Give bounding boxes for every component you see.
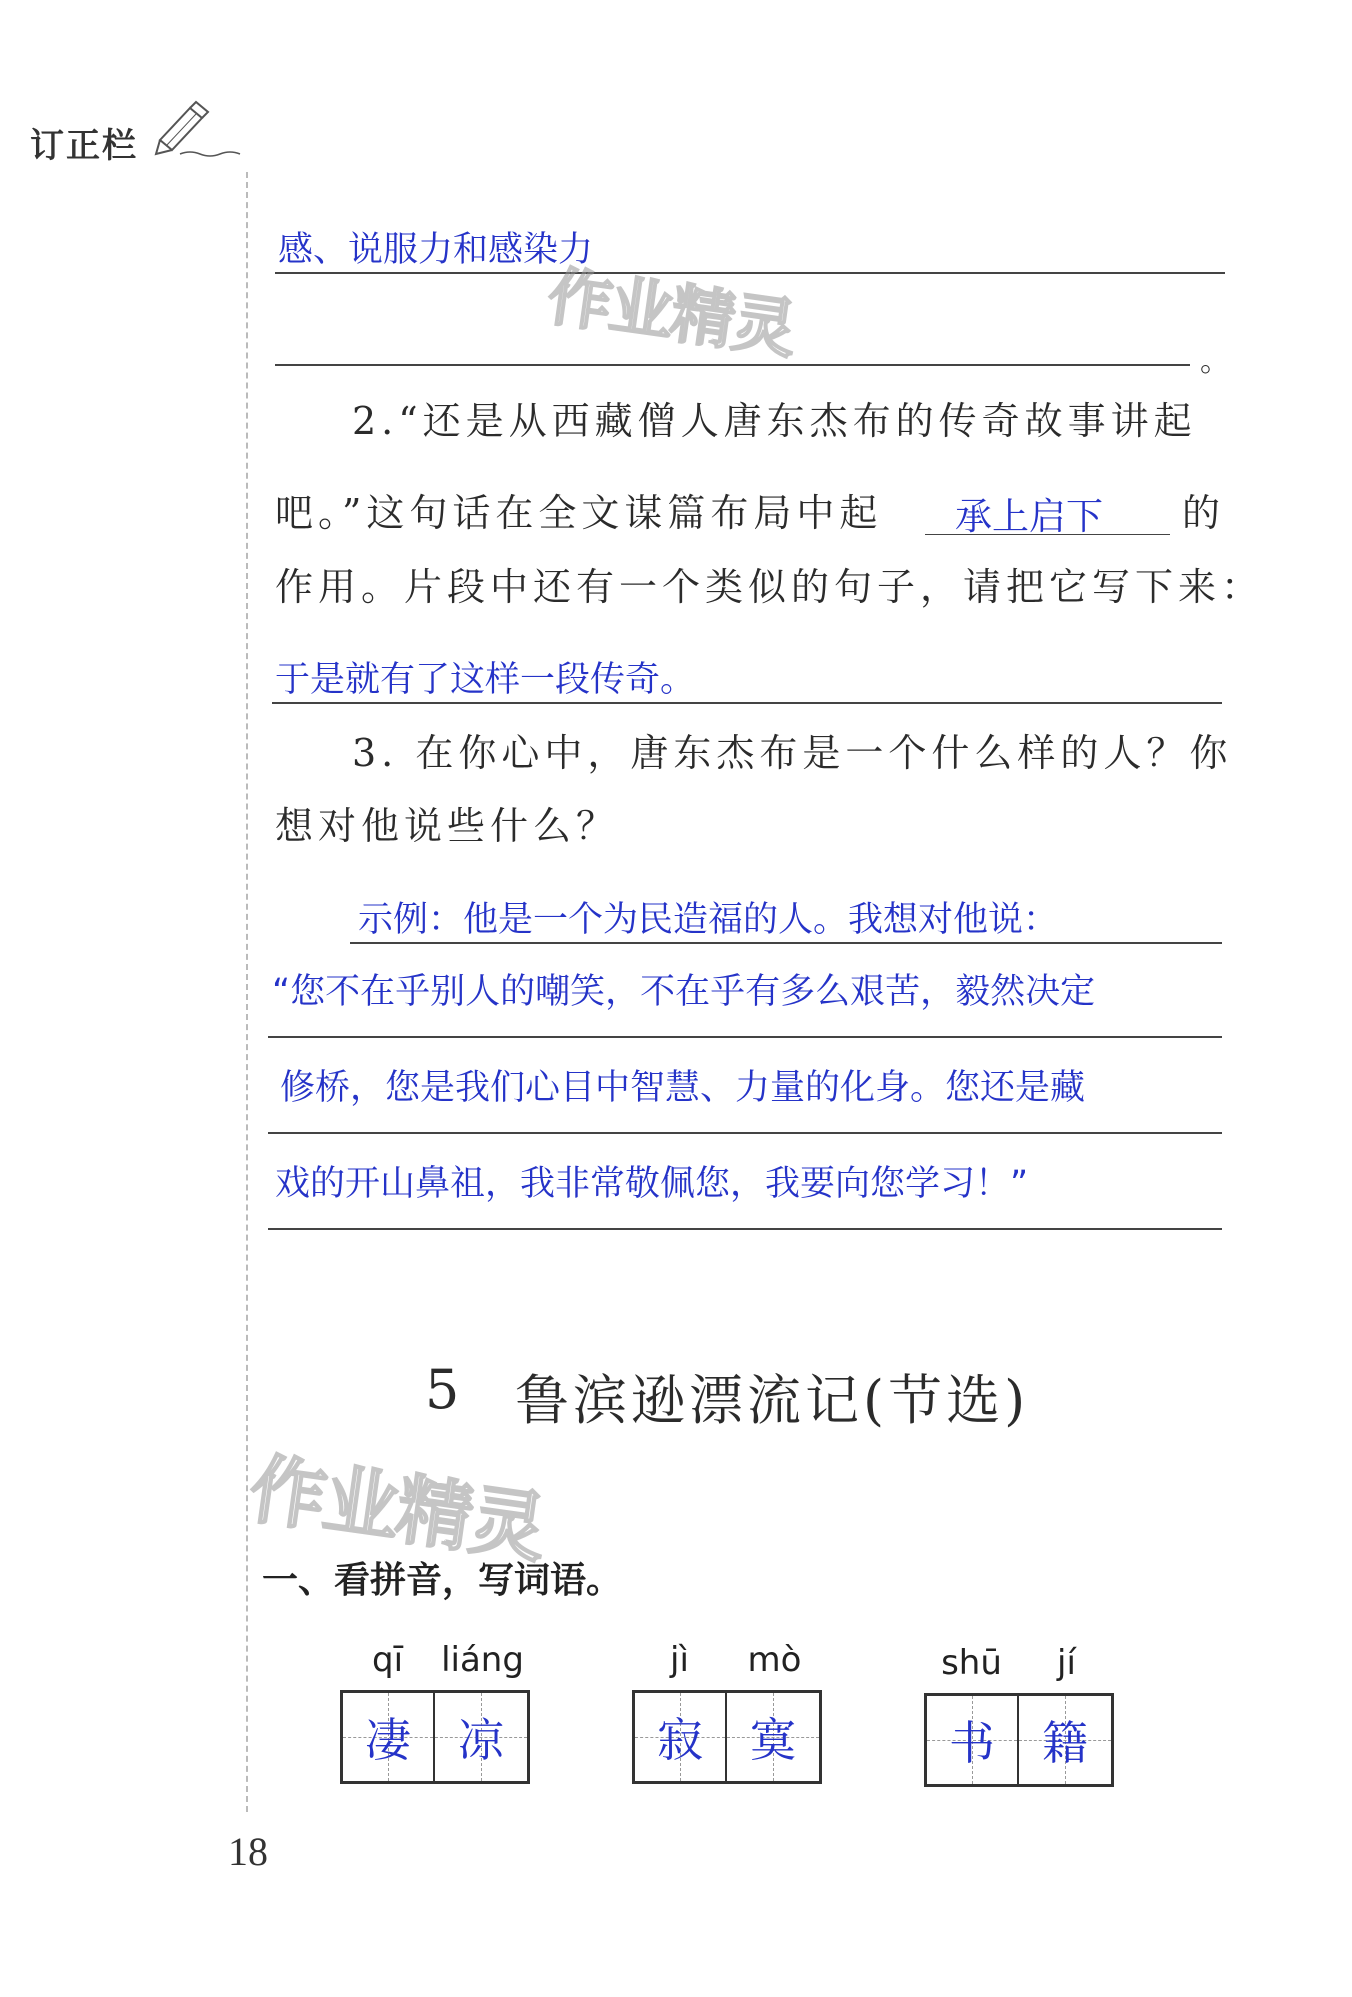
word-group-3 bbox=[924, 1643, 1114, 1787]
q3-question-line2: 想对他说些什么？ bbox=[275, 804, 620, 848]
q2-question-suffix: 的 bbox=[1182, 491, 1226, 535]
section-heading: 一、看拼音，写词语。 bbox=[262, 1560, 623, 1601]
pinyin: shū bbox=[941, 1643, 1002, 1683]
word-group-1 bbox=[340, 1640, 530, 1784]
answer-line bbox=[350, 942, 1222, 944]
tianzige-box bbox=[340, 1690, 530, 1784]
lesson-title: 鲁滨逊漂流记(节选) bbox=[515, 1369, 1030, 1432]
char-cell bbox=[927, 1696, 1019, 1784]
char-cell bbox=[635, 1693, 727, 1781]
answer-line bbox=[272, 702, 1222, 704]
q2-question-line2: 吧。”这句话在全文谋篇布局中起 bbox=[275, 491, 883, 535]
q1-answer-tail: 感、说服力和感染力 bbox=[278, 230, 594, 270]
q3-answer-line2: “您不在乎别人的嘲笑，不在乎有多么艰苦，毅然决定 bbox=[272, 972, 1096, 1012]
tianzige-box bbox=[632, 1690, 822, 1784]
char: 凄 bbox=[365, 1713, 411, 1767]
pencil-icon bbox=[150, 100, 250, 160]
char-cell bbox=[435, 1693, 527, 1781]
lesson-number: 5 bbox=[425, 1358, 464, 1421]
pinyin: qī bbox=[371, 1640, 404, 1680]
page-number: 18 bbox=[228, 1829, 268, 1874]
q2-answer: 于是就有了这样一段传奇。 bbox=[275, 660, 696, 700]
tianzige-box bbox=[924, 1693, 1114, 1787]
word-group-2 bbox=[632, 1640, 822, 1784]
pinyin: jì bbox=[670, 1640, 689, 1680]
pinyin: liáng bbox=[441, 1640, 524, 1680]
watermark: 作业精灵 bbox=[244, 1443, 550, 1574]
char: 寞 bbox=[750, 1713, 796, 1767]
q3-answer-line3: 修桥，您是我们心目中智慧、力量的化身。您还是藏 bbox=[280, 1068, 1086, 1108]
q2-fill-answer: 承上启下 bbox=[955, 495, 1103, 538]
char: 寂 bbox=[657, 1713, 703, 1767]
char: 凉 bbox=[458, 1713, 504, 1767]
q2-question-line3: 作用。片段中还有一个类似的句子，请把它写下来： bbox=[275, 565, 1265, 609]
answer-line bbox=[268, 1036, 1222, 1038]
char-cell bbox=[727, 1693, 819, 1781]
q3-question-line1: 3. 在你心中，唐东杰布是一个什么样的人？你 bbox=[352, 731, 1233, 775]
answer-line bbox=[275, 364, 1190, 366]
char: 籍 bbox=[1042, 1716, 1088, 1770]
correction-column-label: 订正栏 bbox=[30, 126, 138, 166]
q2-question-line1: 2.“还是从西藏僧人唐东杰布的传奇故事讲起 bbox=[352, 399, 1197, 443]
char-cell bbox=[343, 1693, 435, 1781]
answer-line bbox=[268, 1132, 1222, 1134]
char-cell bbox=[1019, 1696, 1111, 1784]
fill-blank-line bbox=[925, 534, 1170, 535]
pinyin: jí bbox=[1057, 1643, 1076, 1683]
pinyin: mò bbox=[747, 1640, 802, 1680]
q3-answer-line1: 示例：他是一个为民造福的人。我想对他说： bbox=[358, 900, 1059, 940]
margin-divider bbox=[246, 172, 248, 1812]
q3-answer-line4: 戏的开山鼻祖，我非常敬佩您，我要向您学习！” bbox=[275, 1164, 1029, 1204]
answer-line bbox=[268, 1228, 1222, 1230]
char: 书 bbox=[949, 1716, 995, 1770]
q1-end-mark: 。 bbox=[1200, 344, 1230, 379]
watermark: 作业精灵 bbox=[543, 260, 800, 368]
